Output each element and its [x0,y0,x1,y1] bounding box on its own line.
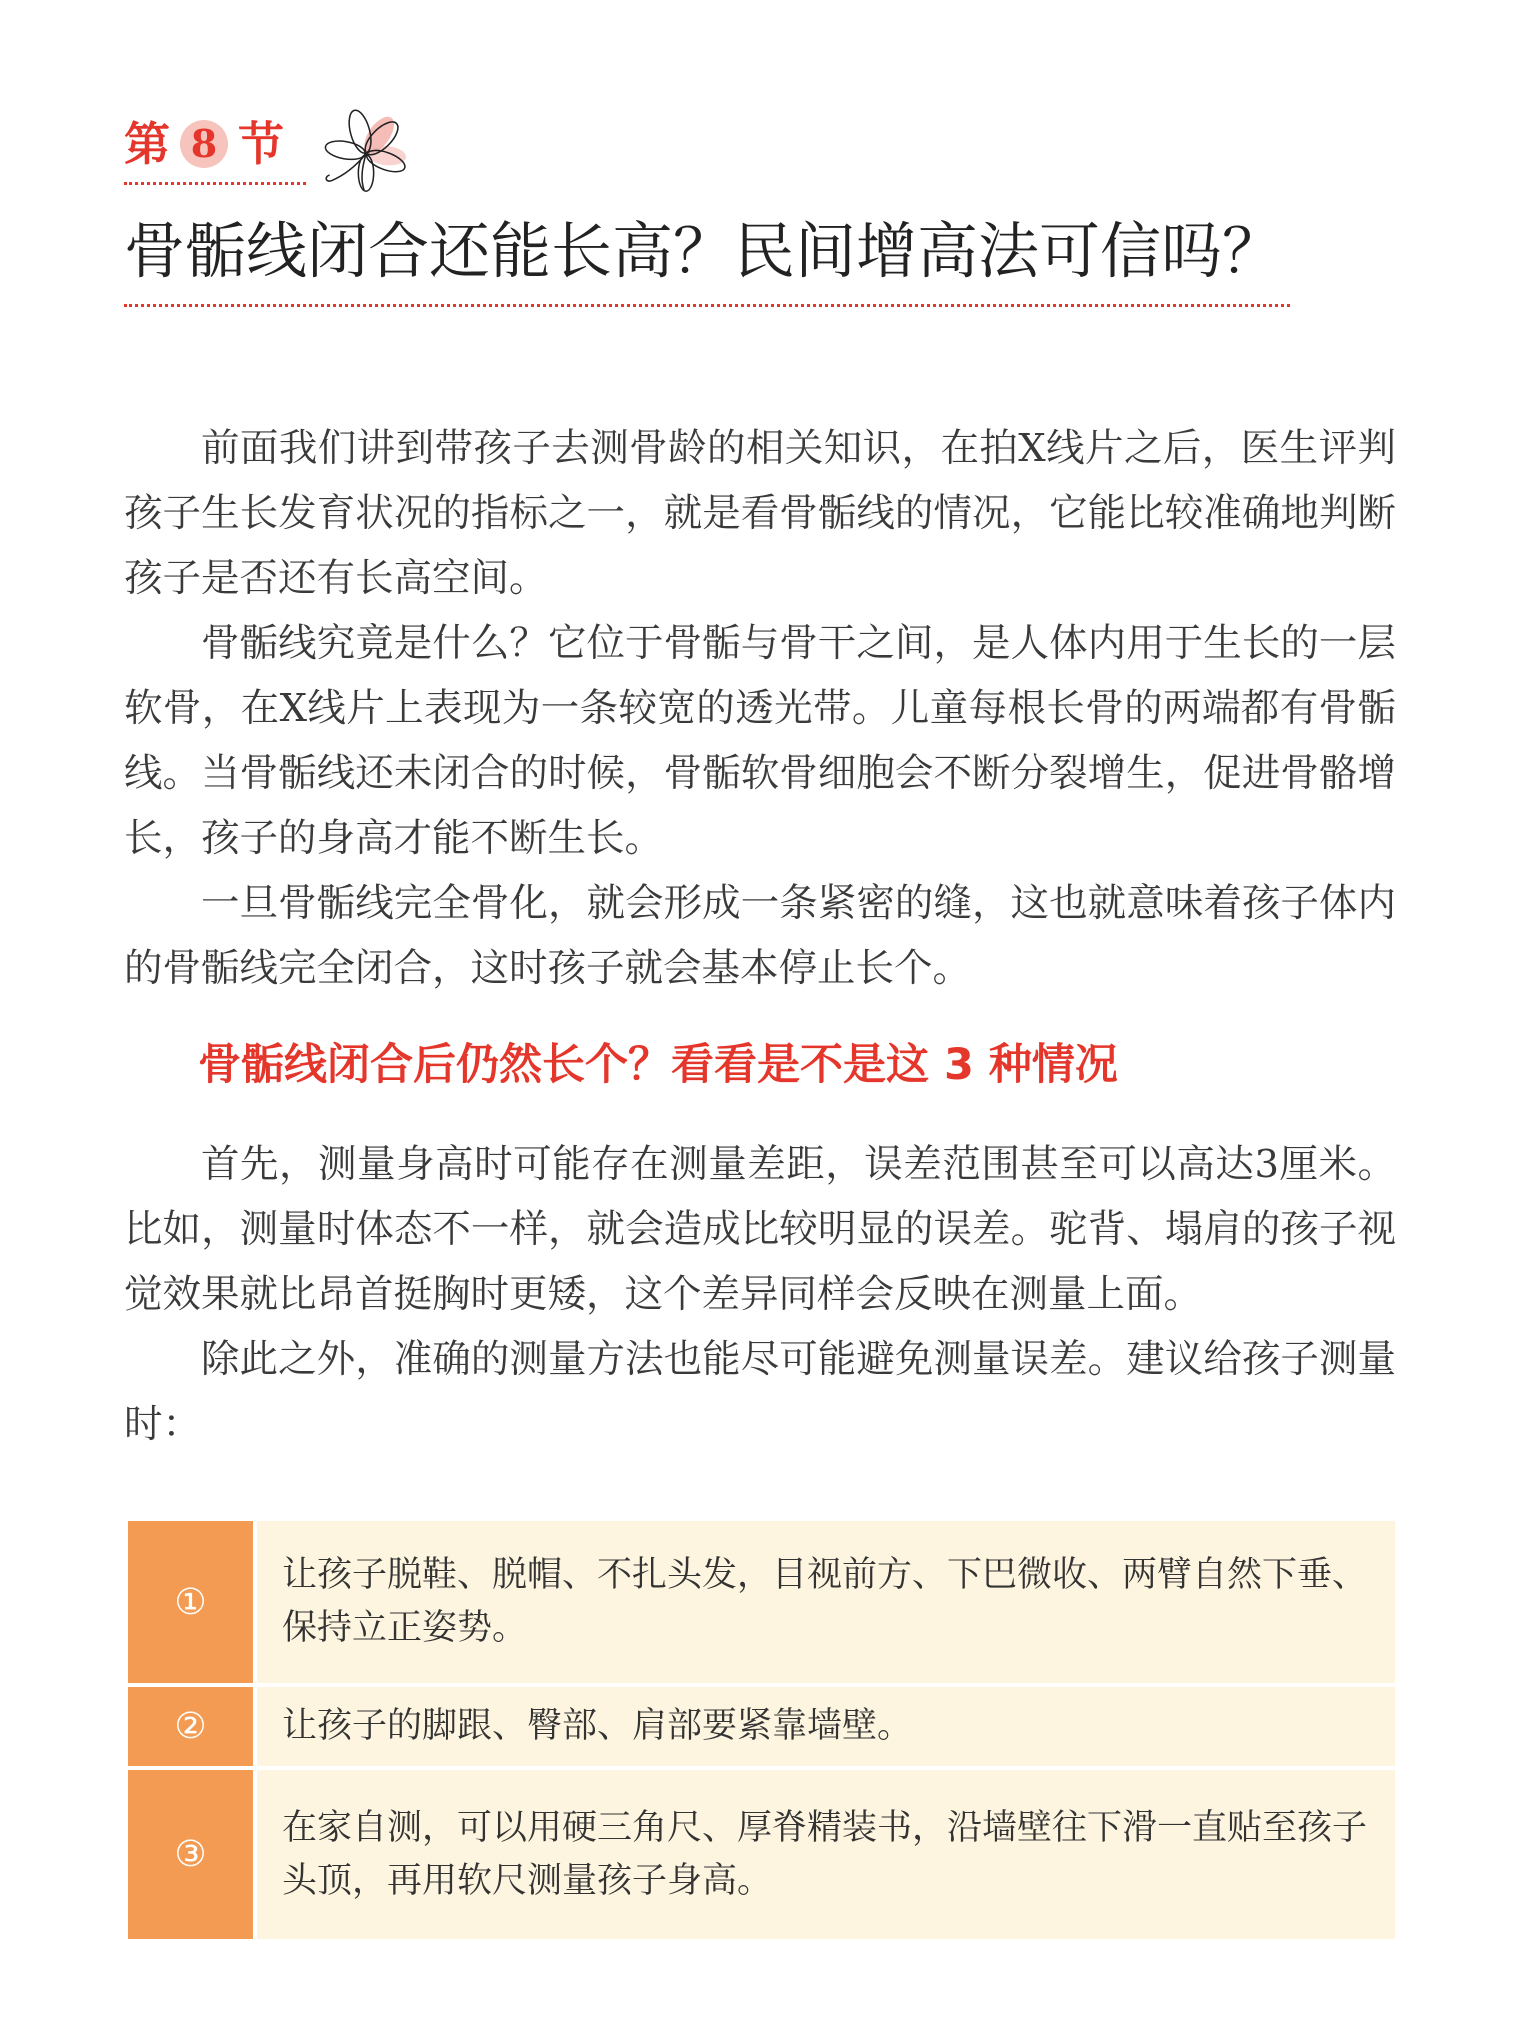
subheading: 骨骺线闭合后仍然长个？看看是不是这 3 种情况 [198,1040,1118,1090]
tip-text: 让孩子脱鞋、脱帽、不扎头发，目视前方、下巴微收、两臂自然下垂、保持立正姿势。 [282,1555,1368,1648]
page-title: 骨骺线闭合还能长高？民间增高法可信吗？ [124,216,1284,287]
intro-section [124,416,1396,1001]
tip-row [128,1770,1395,1939]
measure-section [124,1132,1396,1457]
paragraph: 骨骺线究竟是什么？它位于骨骺与骨干之间，是人体内用于生长的一层软骨，在X线片上表现为一条较宽的透光带。儿童每根长骨的两端都有骨骺线。当骨骺线还未闭合的时候，骨骺软骨细胞会不断分裂增生，促进骨骼增长，孩子的身高才能不断生长。 [124,621,1396,861]
tip-text: 在家自测，可以用硬三角尺、厚脊精装书，沿墙壁往下滑一直贴至孩子头顶，再用软尺测量孩子身高。 [282,1807,1368,1901]
measurement-tips-table [128,1521,1395,1939]
title-dotted-underline [124,304,1290,307]
tip-row [128,1687,1395,1766]
paragraph: 除此之外，准确的测量方法也能尽可能避免测量误差。建议给孩子测量时： [124,1337,1396,1447]
section-number-badge: 8 [180,120,228,168]
tip-text-cell [257,1770,1395,1939]
tip-number: ① [128,1521,253,1683]
tip-text: 让孩子的脚跟、臀部、肩部要紧靠墙壁。 [282,1706,913,1746]
section-suffix: 节 [238,117,284,171]
section-label [124,116,284,172]
flower-icon [318,106,414,196]
paragraph: 首先，测量身高时可能存在测量差距，误差范围甚至可以高达3厘米。比如，测量时体态不一样，就会造成比较明显的误差。驼背、塌肩的孩子视觉效果就比昂首挺胸时更矮，这个差异同样会反映在测量上面。 [124,1142,1396,1317]
tip-row [128,1521,1395,1683]
tip-number: ③ [128,1770,253,1939]
tip-text-cell [257,1521,1395,1683]
paragraph: 前面我们讲到带孩子去测骨龄的相关知识，在拍X线片之后，医生评判孩子生长发育状况的指标之一，就是看骨骺线的情况，它能比较准确地判断孩子是否还有长高空间。 [124,426,1396,601]
paragraph: 一旦骨骺线完全骨化，就会形成一条紧密的缝，这也就意味着孩子体内的骨骺线完全闭合，这时孩子就会基本停止长个。 [124,881,1396,991]
section-dotted-underline [124,182,306,185]
tip-number: ② [128,1687,253,1766]
section-prefix: 第 [124,117,170,171]
tip-text-cell [257,1687,1395,1766]
